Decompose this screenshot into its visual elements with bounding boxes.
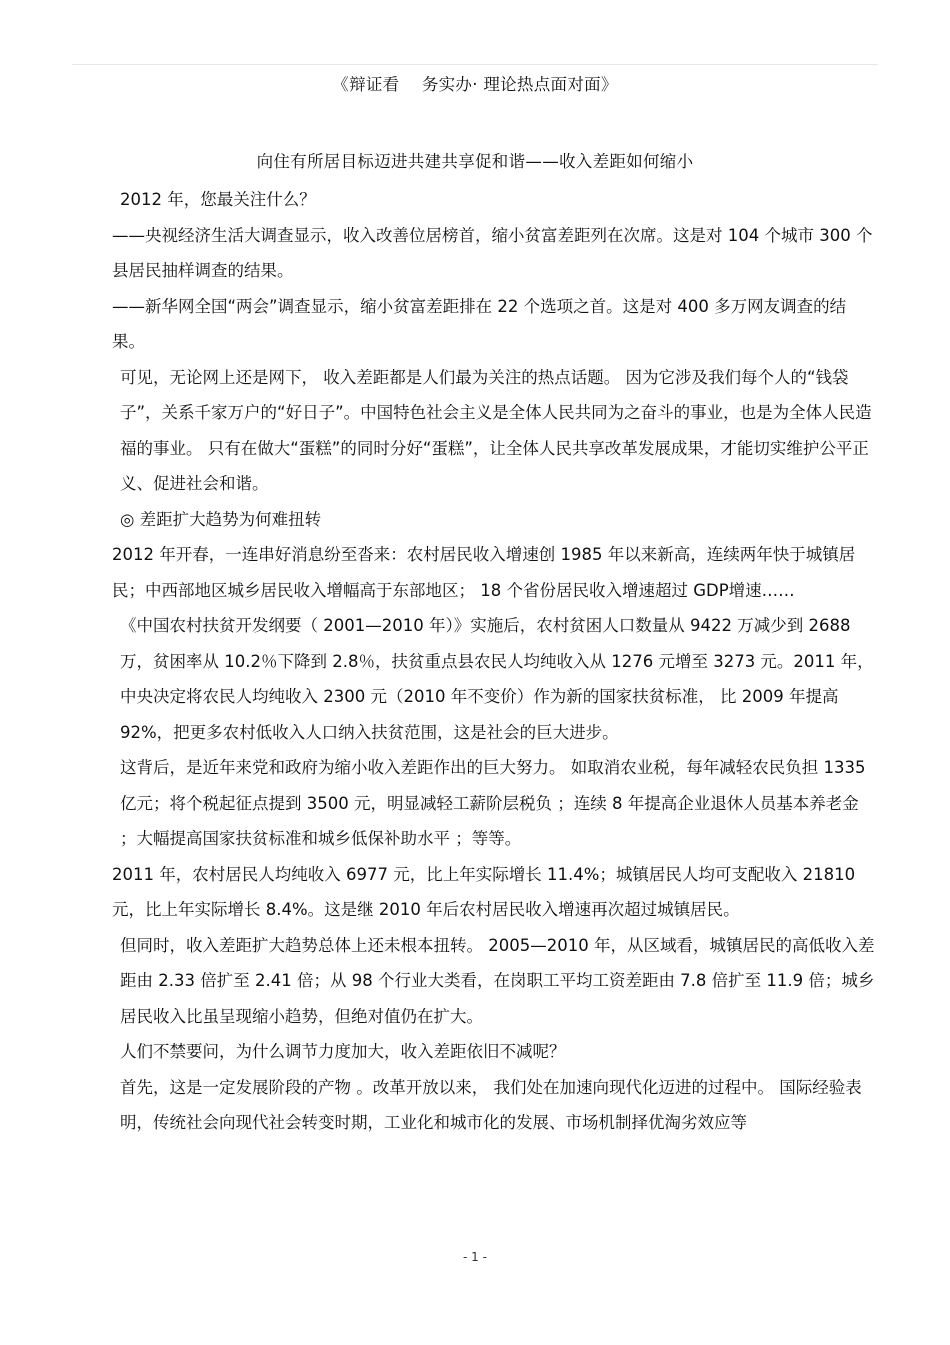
- page-number: - 1 -: [463, 1250, 487, 1264]
- paragraph: 人们不禁要问，为什么调节力度加大，收入差距依旧不减呢？: [120, 1042, 566, 1061]
- header-rule: [72, 64, 878, 65]
- paragraph: ——央视经济生活大调查显示，收入改善位居榜首，缩小贫富差距列在次席。这是对 104 个城市 300 个县居民抽样调查的结果。: [112, 225, 873, 280]
- paragraph: ——新华网全国“两会”调查显示，缩小贫富差距排在 22 个选项之首。这是对 400 多万网友调查的结果。: [112, 296, 847, 351]
- paragraph: 2012 年开春，一连串好消息纷至沓来：农村居民收入增速创 1985 年以来新高，连续两年快于城镇居民；中西部地区城乡居民收入增幅高于东部地区； 18 个省份居民收入增速超过 GDP增速……: [112, 545, 856, 600]
- section-heading: ◎ 差距扩大趋势为何难扭转: [120, 509, 322, 529]
- paragraph: 首先，这是一定发展阶段的产物 。改革开放以来， 我们处在加速向现代化迈进的过程中。 国际经验表明，传统社会向现代社会转变时期，工业化和城市化的发展、市场机制择优淘劣效应等: [120, 1077, 862, 1132]
- article-title: 向住有所居目标迈进共建共享促和谐——收入差距如何缩小: [256, 152, 694, 171]
- article-body: [70, 182, 878, 1141]
- paragraph: 2011 年，农村居民人均纯收入 6977 元，比上年实际增长 11.4%；城镇居民人均可支配收入 21810 元，比上年实际增长 8.4%。这是继 2010 年后农村居民收入增速再次超过城镇居民。: [112, 864, 856, 919]
- series-header: 《辩证看 务实办· 理论热点面对面》: [332, 75, 618, 94]
- paragraph: 《中国农村扶贫开发纲要（ 2001—2010 年）》实施后，农村贫困人口数量从 9422 万减少到 2688 万，贫困率从 10.2％下降到 2.8％，扶贫重点县农民人均纯收入从 1276 元增至 3273 元。2011 年，中央决定将农民人均纯收入 2300 元（2010 年不变价）作为新的国家扶贫标准， 比 2009 年提高 92%，把更多农村低收入人口纳入扶贫范围，这是社会的巨大进步。: [120, 616, 874, 742]
- paragraph: 这背后，是近年来党和政府为缩小收入差距作出的巨大努力。 如取消农业税，每年减轻农民负担 1335 亿元；将个税起征点提到 3500 元，明显减轻工薪阶层税负 ；连续 8 年提高企业退休人员基本养老金 ；大幅提高国家扶贫标准和城乡低保补助水平 ；等等。: [120, 758, 866, 848]
- paragraph: 可见，无论网上还是网下， 收入差距都是人们最为关注的热点话题。 因为它涉及我们每个人的“钱袋子”，关系千家万户的“好日子”。中国特色社会主义是全体人民共同为之奋斗的事业，也是为全体人民造福的事业。 只有在做大“蛋糕”的同时分好“蛋糕”，让全体人民共享改革发展成果，才能切实维护公平正义、促进社会和谐。: [120, 367, 872, 493]
- paragraph: 2012 年，您最关注什么？: [120, 190, 316, 209]
- paragraph: 但同时，收入差距扩大趋势总体上还未根本扭转。 2005—2010 年，从区域看，城镇居民的高低收入差距由 2.33 倍扩至 2.41 倍；从 98 个行业大类看，在岗职工平均工资差距由 7.8 倍扩至 11.9 倍；城乡居民收入比虽呈现缩小趋势，但绝对值仍在扩大。: [120, 935, 875, 1026]
